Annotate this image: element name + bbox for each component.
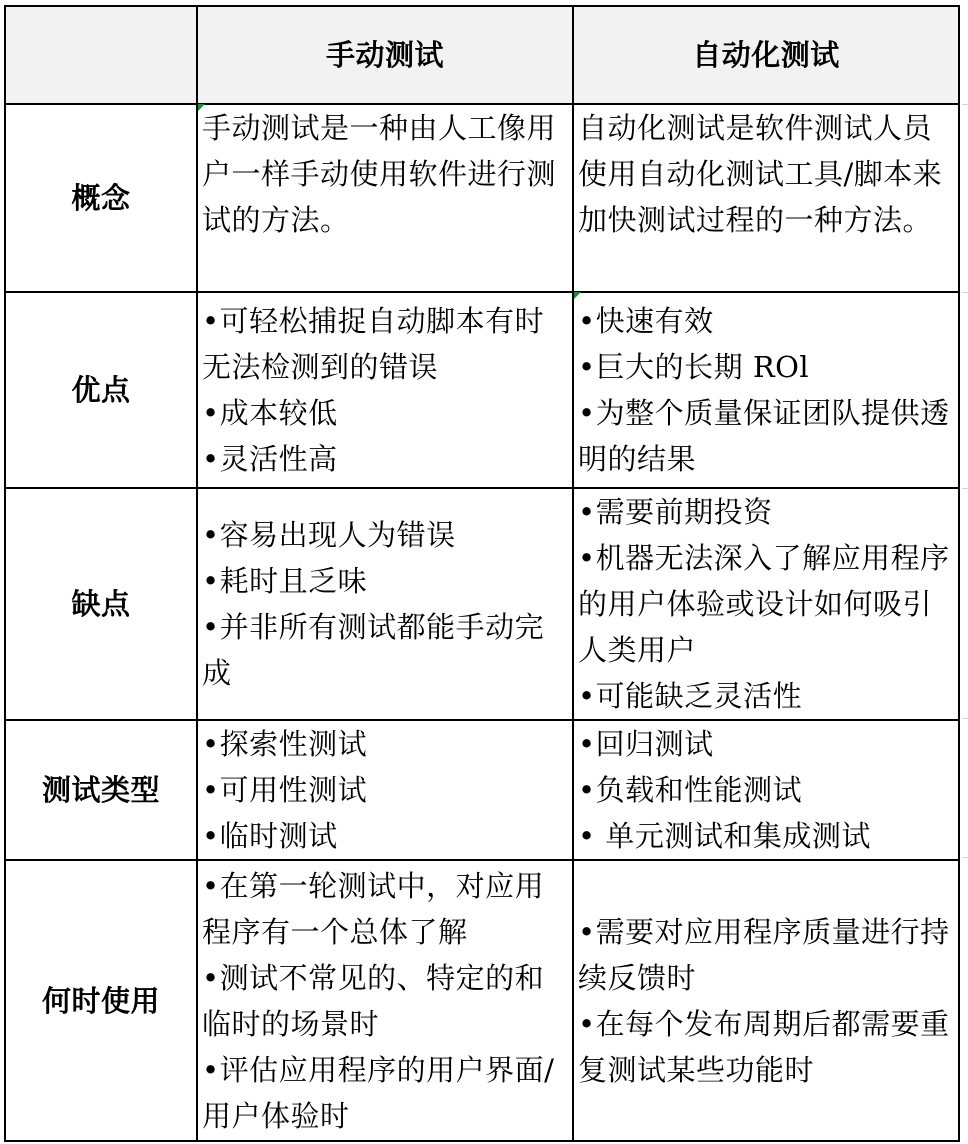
header-row <box>5 6 959 104</box>
cell-concept-manual[interactable] <box>197 104 573 292</box>
list-item: •探索性测试 <box>202 727 368 761</box>
list-item: •快速有效 <box>578 304 714 338</box>
list-item: •成本较低 <box>202 396 338 430</box>
row-label-cons[interactable]: 缺点 <box>5 488 197 720</box>
row-concept <box>5 104 959 292</box>
list-item: •机器无法深入了解应用程序的用户体验或设计如何吸引人类用户 <box>578 541 950 667</box>
row-label-when-to-use[interactable]: 何时使用 <box>5 860 197 1141</box>
list-item: •耗时且乏味 <box>202 564 368 598</box>
list-item: •可轻松捕捉自动脚本有时无法检测到的错误 <box>202 304 545 384</box>
list-item: •评估应用程序的用户界面/用户体验时 <box>202 1052 555 1133</box>
gridline <box>962 718 968 719</box>
cell-text: 自动化测试是软件测试人员使用自动化测试工具/脚本来加快测试过程的一种方法。 <box>578 111 943 237</box>
list-item: •并非所有测试都能手动完成 <box>202 610 545 690</box>
cell-when-auto[interactable] <box>573 860 959 1141</box>
cell-cons-manual[interactable] <box>197 488 573 720</box>
cell-concept-auto[interactable] <box>573 104 959 292</box>
cell-types-manual[interactable] <box>197 720 573 860</box>
row-when-to-use <box>5 860 959 1141</box>
cell-pros-auto[interactable] <box>573 292 959 488</box>
list-item: •需要对应用程序质量进行持续反馈时 <box>578 914 950 995</box>
comment-marker-icon <box>198 104 205 111</box>
row-pros <box>5 292 959 488</box>
list-item: •可能缺乏灵活性 <box>578 679 803 713</box>
cell-types-auto[interactable] <box>573 720 959 860</box>
cell-pros-manual[interactable] <box>197 292 573 488</box>
gridline <box>962 857 968 858</box>
cell-when-manual[interactable] <box>197 860 573 1141</box>
cell-cons-auto[interactable] <box>573 488 959 720</box>
list-item: •灵活性高 <box>202 442 338 476</box>
column-header-auto[interactable]: 自动化测试 <box>573 6 959 104</box>
gridline <box>962 488 968 489</box>
row-label-concept[interactable]: 概念 <box>5 104 197 292</box>
list-item: •需要前期投资 <box>578 495 773 529</box>
comment-marker-icon <box>574 292 581 299</box>
row-label-pros[interactable]: 优点 <box>5 292 197 488</box>
gridline <box>962 292 968 293</box>
list-item: •临时测试 <box>202 819 338 853</box>
list-item: •测试不常见的、特定的和临时的场景时 <box>202 960 545 1041</box>
row-test-types <box>5 720 959 860</box>
list-item: •巨大的长期 ROl <box>578 350 810 384</box>
list-item: •在第一轮测试中，对应用程序有一个总体了解 <box>202 868 545 949</box>
column-header-manual[interactable]: 手动测试 <box>197 6 573 104</box>
cell-text: 手动测试是一种由人工像用户一样手动使用软件进行测试的方法。 <box>202 111 557 237</box>
list-item: •可用性测试 <box>202 773 368 807</box>
list-item: •负载和性能测试 <box>578 773 803 807</box>
list-item: •容易出现人为错误 <box>202 518 456 552</box>
gridline <box>962 104 968 105</box>
corner-cell[interactable] <box>5 6 197 104</box>
row-cons <box>5 488 959 720</box>
list-item: • 单元测试和集成测试 <box>578 819 871 853</box>
list-item: •为整个质量保证团队提供透明的结果 <box>578 396 950 476</box>
row-label-test-types[interactable]: 测试类型 <box>5 720 197 860</box>
list-item: •在每个发布周期后都需要重复测试某些功能时 <box>578 1006 950 1087</box>
list-item: •回归测试 <box>578 727 714 761</box>
comparison-table <box>4 5 960 1142</box>
